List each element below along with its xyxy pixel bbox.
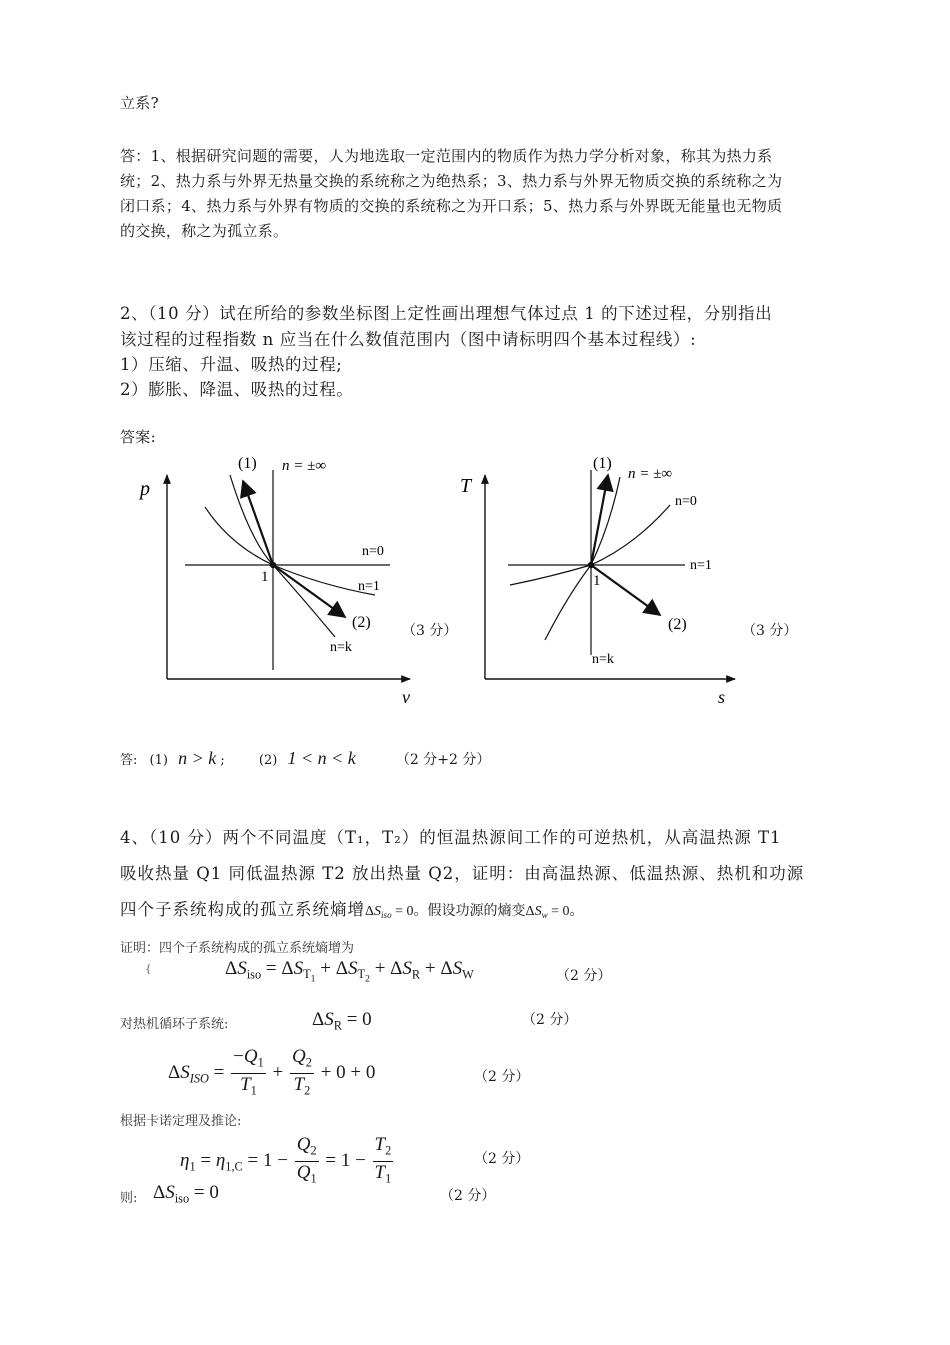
pv-arrow-process-2	[273, 565, 345, 617]
q4-line-3-end: 。	[569, 903, 585, 919]
q2-line-2: 该过程的过程指数 n 应当在什么数值范围内（图中请标明四个基本过程线）:	[120, 330, 697, 349]
q2-final-score: （2 分+2 分）	[395, 752, 491, 768]
q2-line-4: 2）膨胀、降温、吸热的过程。	[120, 380, 354, 399]
ts-label-proc1: (1)	[593, 455, 612, 472]
q4-line-3-eq: $\Delta S_{iso} = 0$	[365, 904, 414, 921]
pv-x-label: v	[402, 687, 410, 707]
q4-score-1: （2 分）	[556, 968, 612, 984]
q4-eq3: $\Delta S_{ISO}$ = $\frac{-Q_1}{T_1}$ + $\frac{Q_2}{T_2}$ + 0 + 0	[168, 1046, 376, 1098]
q2-final-l1: (1)	[149, 753, 168, 768]
q4-stray-mark: {	[145, 964, 152, 975]
pv-point-label: 1	[261, 569, 269, 585]
q4-proof-intro: 证明：四个子系统构成的孤立系统熵增为	[120, 941, 355, 956]
q4-eq1: $\Delta S_{iso} = \Delta S_{T_1} + \Delta S_{T_2} + \Delta S_R + \Delta S_W$	[225, 958, 474, 985]
q4-line-3-eq2: $\Delta S_w = 0$	[525, 904, 570, 921]
ts-score: （3 分）	[742, 623, 798, 639]
ts-label-n0: n=0	[675, 494, 697, 509]
q4-line-3-text2: 。假设功源的熵变	[413, 903, 526, 919]
pv-curve-n1	[205, 507, 375, 595]
q4-line-2: 吸收热量 Q1 同低温热源 T2 放出热量 Q2，证明：由高温热源、低温热源、热机和功源	[120, 864, 805, 883]
pv-label-n1: n=1	[358, 579, 380, 594]
q2-line-3: 1）压缩、升温、吸热的过程;	[120, 355, 343, 374]
q4-eq2: $\Delta S_R = 0$	[312, 1009, 372, 1033]
ts-arrow-process-2	[591, 565, 660, 615]
q1-heading: 立系?	[120, 94, 159, 112]
q4-eq4: $\eta_1 = \eta_{1,C} = 1$ − $\frac{Q_2}{Q_1}$ = 1 − $\frac{T_2}{T_1}$	[180, 1134, 392, 1186]
pv-curve-nk	[230, 475, 335, 637]
q1-answer-line-1: 答：1、根据研究问题的需要，人为地选取一定范围内的物质作为热力学分析对象，称其为热力系	[120, 147, 773, 165]
ts-diagram	[450, 445, 780, 715]
ts-arrow-process-1	[591, 475, 608, 565]
q1-answer-line-2: 统；2、热力系与外界无热量交换的系统称之为绝热系；3、热力系与外界无物质交换的系统称之为	[120, 172, 783, 190]
q2-line-1: 2、（10 分）试在所给的参数坐标图上定性画出理想气体过点 1 的下述过程，分别指出	[120, 304, 773, 323]
q2-final-sep: ;	[220, 753, 225, 768]
ts-curve-nk	[545, 477, 620, 640]
pv-label-n0: n=0	[362, 544, 384, 559]
q4-eq5: $\Delta S_{iso} = 0$	[153, 1182, 219, 1206]
pv-label-proc1: (1)	[238, 455, 257, 472]
pv-y-label: p	[140, 478, 150, 500]
ts-label-n-inf: n = ±∞	[628, 466, 673, 482]
q4-carnot-label: 根据卡诺定理及推论:	[120, 1114, 242, 1129]
ts-y-label: T	[460, 475, 472, 497]
q4-score-2: （2 分）	[522, 1012, 578, 1028]
ts-x-label: s	[718, 687, 726, 707]
pv-label-proc2: (2)	[352, 614, 371, 631]
q2-final-e2: 1 < n < k	[287, 748, 356, 768]
q2-final-answer	[120, 748, 490, 769]
ts-label-n1: n=1	[690, 558, 712, 573]
q2-final-e1: n > k	[178, 748, 217, 768]
q2-answer-label: 答案:	[120, 428, 156, 446]
q1-answer-line-3: 闭口系；4、热力系与外界有物质的交换的系统称之为开口系；5、热力系与外界既无能量也无物质	[120, 197, 783, 215]
pv-diagram	[130, 445, 460, 715]
q4-then-label: 则:	[120, 1191, 138, 1206]
q4-score-5: （2 分）	[440, 1188, 496, 1204]
pv-label-n-inf: n = ±∞	[282, 458, 327, 474]
pv-score: （3 分）	[402, 623, 458, 639]
ts-label-proc2: (2)	[668, 616, 687, 633]
q4-line-1: 4、（10 分）两个不同温度（T₁，T₂）的恒温热源间工作的可逆热机，从高温热源 T1	[120, 828, 782, 847]
q4-line-3	[120, 896, 585, 920]
q4-line-3-text: 四个子系统构成的孤立系统熵增	[120, 900, 365, 919]
ts-label-nk: n=k	[592, 652, 614, 667]
pv-label-nk: n=k	[330, 640, 352, 655]
ts-curve-n0	[510, 505, 670, 585]
ts-point-1	[588, 562, 594, 568]
q2-final-l2: (2)	[258, 753, 278, 768]
q4-score-3: （2 分）	[474, 1069, 530, 1085]
q4-cycle-label: 对热机循环子系统:	[120, 1017, 229, 1032]
pv-point-1	[270, 562, 276, 568]
q2-final-prefix: 答:	[120, 753, 138, 768]
q4-score-4: （2 分）	[474, 1151, 530, 1167]
q1-answer-line-4: 的交换，称之为孤立系。	[120, 222, 289, 240]
ts-point-label: 1	[593, 573, 601, 589]
